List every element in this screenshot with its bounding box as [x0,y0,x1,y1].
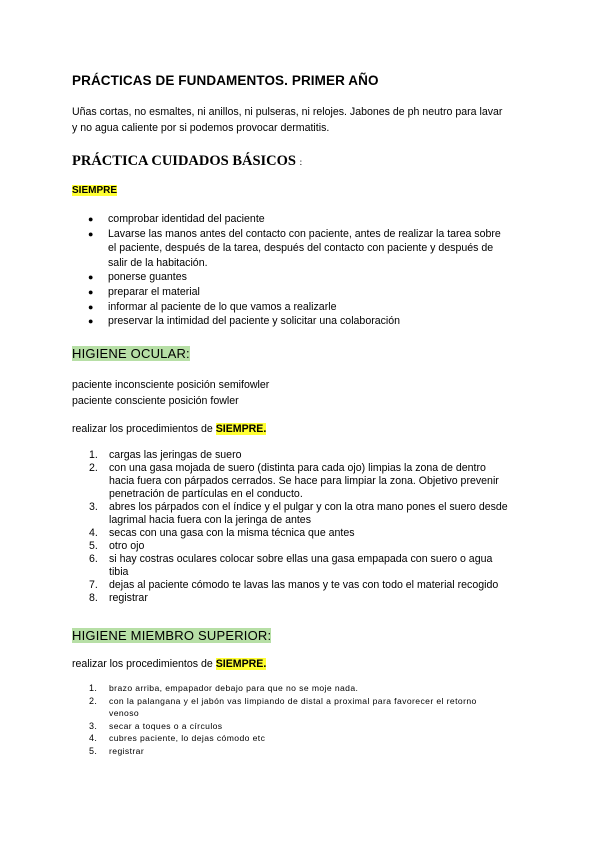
step-number: 2. [89,462,98,474]
siempre-list-item [72,212,542,227]
step-number: 5. [89,540,98,552]
step-text: brazo arriba, empapador debajo para que no se moje nada. [109,683,359,693]
bullet-icon: ● [88,272,94,283]
ocular-position-1: paciente inconsciente posición semifowler [72,379,270,391]
step-text: cubres paciente, lo dejas cómodo etc [109,733,266,743]
siempre-tag [72,185,117,196]
list-item-text: salir de la habitación. [108,256,208,269]
bullet-icon: ● [88,316,94,327]
list-item-text: informar al paciente de lo que vamos a realizarle [108,300,337,313]
practica-heading [72,153,302,170]
procedure-prefix: realizar los procedimientos de [72,423,216,435]
ocular-position-2: paciente consciente posición fowler [72,395,239,407]
bullet-icon: ● [88,228,94,239]
intro-line: Uñas cortas, no esmaltes, ni anillos, ni pulseras, ni relojes. Jabones de ph neutro para lavar [72,106,503,118]
list-item-text: preparar el material [108,285,200,298]
superior-procedure-line [72,656,266,672]
superior-heading [72,628,271,643]
list-item-text: el paciente, después de la tarea, después del contacto con paciente y después de [108,242,494,255]
step-number: 6. [89,553,98,565]
step-item [72,462,532,501]
step-text: con una gasa mojada de suero (distinta para cada ojo) limpias la zona de dentro [109,462,486,474]
superior-steps-list [72,682,532,757]
step-item [72,527,532,540]
step-text: secas con una gasa con la misma técnica que antes [109,527,355,539]
step-text: si hay costras oculares colocar sobre ellas una gasa empapada con suero o agua [109,553,493,565]
step-item [72,745,532,758]
step-item [72,540,532,553]
step-number: 3. [89,501,98,513]
step-text: penetración de partículas en el conducto. [109,488,303,500]
practica-heading-colon: : [299,157,303,167]
practica-heading-text: PRÁCTICA CUIDADOS BÁSICOS [72,153,296,169]
siempre-highlight: SIEMPRE [72,185,118,196]
step-text: registrar [109,592,148,604]
step-item [72,501,532,527]
ocular-heading [72,346,190,361]
step-number: 3. [89,720,98,731]
step-text: cargas las jeringas de suero [109,449,242,461]
list-item-text: preservar la intimidad del paciente y solicitar una colaboración [108,315,401,328]
superior-heading-text: HIGIENE MIEMBRO SUPERIOR: [72,628,272,643]
bullet-icon: ● [88,286,94,297]
step-item [72,449,532,462]
step-item [72,695,532,720]
step-text: tibia [109,566,129,578]
procedure-keyword: SIEMPRE. [215,423,267,435]
list-item-text: comprobar identidad del paciente [108,213,265,225]
siempre-bullet-list [72,212,542,329]
step-text: venoso [109,708,140,718]
step-item [72,553,532,579]
step-number: 1. [89,449,98,461]
step-text: lagrimal hacia fuera con la jeringa de antes [109,514,311,526]
list-item-text: ponerse guantes [108,271,187,284]
step-text: dejas al paciente cómodo te lavas las manos y te vas con todo el material recogido [109,579,499,591]
step-text: hacia fuera con párpados cerrados. Se hace para limpiar la zona. Objetivo prevenir [109,475,499,487]
step-text: abres los párpados con el índice y el pulgar y con la otra mano pones el suero desde [109,501,508,513]
bullet-icon: ● [88,214,94,224]
step-number: 7. [89,579,98,591]
step-number: 5. [89,745,98,756]
list-item-text: Lavarse las manos antes del contacto con paciente, antes de realizar la tarea sobre [108,227,501,240]
ocular-procedure-line [72,421,266,437]
siempre-list-item [72,300,542,315]
step-number: 2. [89,695,98,706]
step-number: 4. [89,527,98,539]
step-number: 1. [89,683,98,693]
siempre-list-item [72,270,542,285]
intro-line: y no agua caliente por si podemos provocar dermatitis. [72,122,330,134]
step-text: otro ojo [109,540,145,552]
ocular-steps-list [72,449,532,605]
siempre-list-item [72,285,542,300]
siempre-list-item [72,227,542,271]
bullet-icon: ● [88,301,94,312]
step-item [72,682,532,695]
page-title: PRÁCTICAS DE FUNDAMENTOS. PRIMER AÑO [72,73,379,88]
step-text: registrar [109,745,145,756]
step-text: secar a toques o a círculos [109,720,223,731]
step-item [72,732,532,745]
step-item [72,720,532,733]
step-number: 8. [89,592,98,604]
step-item [72,579,532,592]
step-item [72,592,532,605]
step-number: 4. [89,733,98,743]
procedure-keyword: SIEMPRE. [215,658,267,670]
step-text: con la palangana y el jabón vas limpiando de distal a proximal para favorecer el retorno [109,695,477,706]
ocular-heading-text: HIGIENE OCULAR: [72,346,190,361]
siempre-list-item [72,314,542,329]
procedure-prefix: realizar los procedimientos de [72,658,216,670]
